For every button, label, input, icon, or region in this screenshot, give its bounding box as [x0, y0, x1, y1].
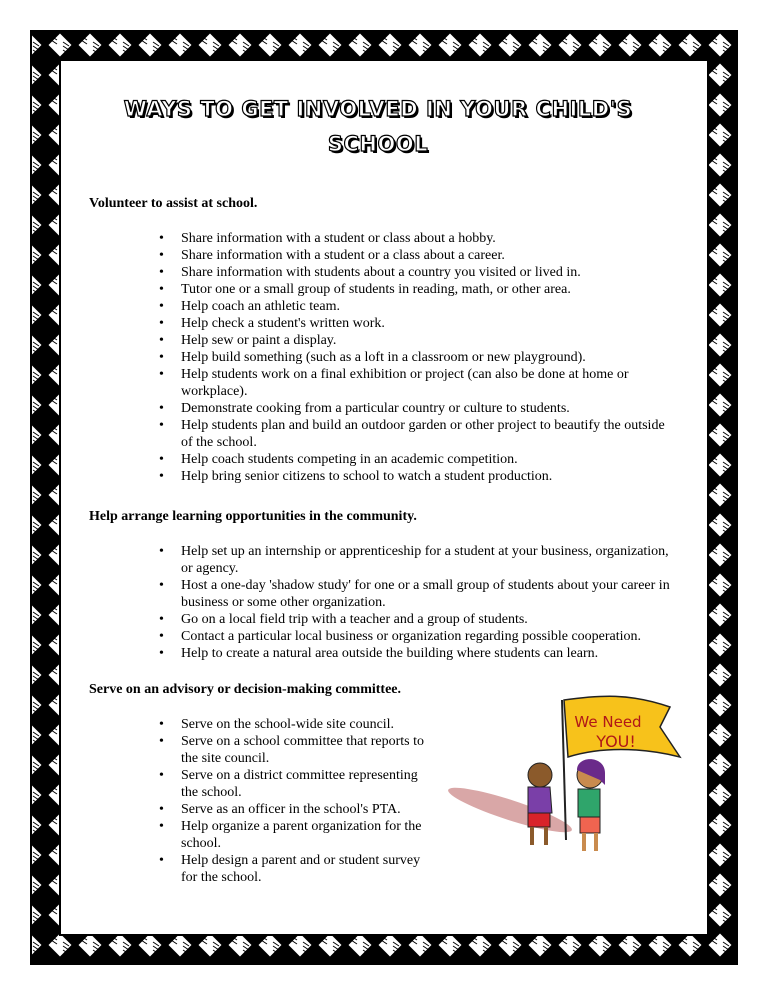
bullet-list: [89, 716, 434, 886]
list-item: • Help coach students competing in an academic competition.: [89, 451, 674, 468]
list-item: • Share information with a student or a class about a career.: [89, 247, 674, 264]
list-item: • Help build something (such as a loft in a classroom or new playground).: [89, 349, 674, 366]
list-item: • Help sew or paint a display.: [89, 332, 674, 349]
list-item: • Help organize a parent organization for the school.: [89, 818, 434, 852]
list-item: • Serve as an officer in the school's PTA.: [89, 801, 434, 818]
section-heading: Serve on an advisory or decision-making committee.: [89, 682, 401, 697]
section-committee: [89, 681, 434, 886]
list-item: • Help bring senior citizens to school to watch a student production.: [89, 468, 674, 485]
list-item: • Demonstrate cooking from a particular country or culture to students.: [89, 400, 674, 417]
list-item: • Share information with students about a country you visited or lived in.: [89, 264, 674, 281]
section-volunteer: [89, 195, 674, 485]
list-item: • Host a one-day 'shadow study' for one or a small group of students about your career in business or some other organization.: [89, 577, 674, 611]
list-item: • Help coach an athletic team.: [89, 298, 674, 315]
list-item: • Serve on the school-wide site council.: [89, 716, 434, 733]
list-item: • Share information with a student or class about a hobby.: [89, 230, 674, 247]
page-title: [90, 92, 666, 162]
section-community: [89, 508, 674, 662]
list-item: • Tutor one or a small group of students in reading, math, or other area.: [89, 281, 674, 298]
flag-text-line-1: We Need: [574, 713, 642, 731]
list-item: • Help check a student's written work.: [89, 315, 674, 332]
list-item: • Help set up an internship or apprenticeship for a student at your business, organization, or agency.: [89, 543, 674, 577]
bullet-list: [89, 543, 674, 662]
flag-text-line-2: YOU!: [596, 732, 636, 751]
we-need-you-illustration: [440, 685, 690, 865]
title-line-1: WAYS TO GET INVOLVED IN YOUR CHILD'S: [123, 97, 633, 121]
title-line-2: SCHOOL: [327, 132, 429, 156]
list-item: • Help design a parent and or student survey for the school.: [89, 852, 434, 886]
list-item: • Go on a local field trip with a teacher and a group of students.: [89, 611, 674, 628]
section-heading: Volunteer to assist at school.: [89, 196, 258, 211]
list-item: • Serve on a school committee that reports to the site council.: [89, 733, 434, 767]
list-item: • Help students plan and build an outdoor garden or other project to beautify the outside of the school.: [89, 417, 674, 451]
list-item: • Help students work on a final exhibition or project (can also be done at home or workplace).: [89, 366, 674, 400]
list-item: • Help to create a natural area outside the building where students can learn.: [89, 645, 674, 662]
bullet-list: [89, 230, 674, 485]
list-item: • Serve on a district committee representing the school.: [89, 767, 434, 801]
section-heading: Help arrange learning opportunities in the community.: [89, 509, 417, 524]
list-item: • Contact a particular local business or organization regarding possible cooperation.: [89, 628, 674, 645]
